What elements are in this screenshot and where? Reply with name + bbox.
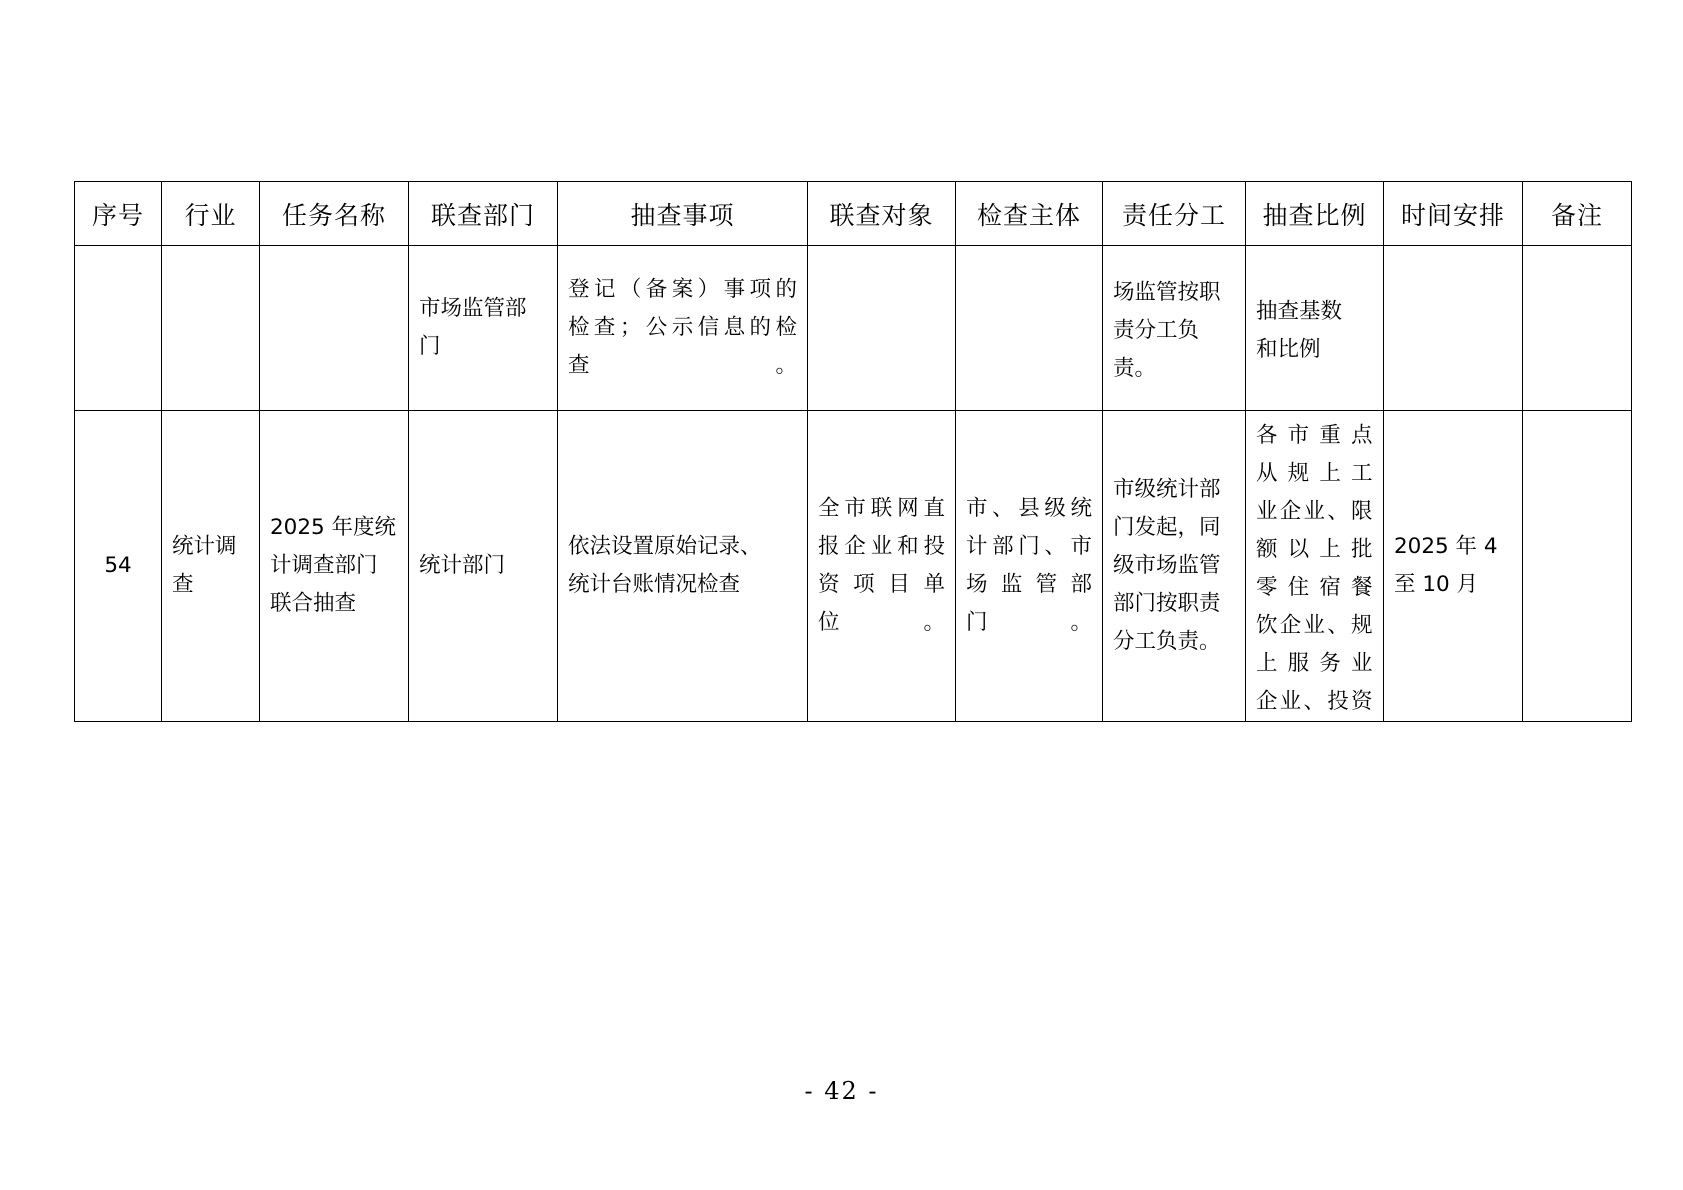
cell-task — [260, 246, 409, 411]
cell-text: 统计部门 — [419, 553, 506, 578]
cell-text: 依法设置原始记录、 统计台账情况检查 — [568, 534, 762, 597]
table-row — [75, 411, 1632, 722]
cell-task — [260, 411, 409, 722]
cell-text: 抽查基数 和比例 — [1256, 299, 1343, 362]
cell-duty — [1103, 411, 1246, 722]
cell-text: 登记（备案）事项的 检查；公示信息的检 查。 — [568, 277, 797, 378]
cell-dept — [409, 411, 558, 722]
cell-subject — [956, 411, 1103, 722]
cell-duty — [1103, 246, 1246, 411]
cell-text: 2025 年 4 至 10 月 — [1394, 534, 1498, 597]
cell-subject — [956, 246, 1103, 411]
header-remark: 备注 — [1523, 182, 1632, 246]
header-joint-targets: 联查对象 — [808, 182, 956, 246]
cell-text: 统计调 查 — [172, 534, 237, 597]
cell-industry — [162, 411, 260, 722]
header-seq: 序号 — [75, 182, 162, 246]
header-sampling-ratio: 抽查比例 — [1246, 182, 1384, 246]
header-inspection-subject: 检查主体 — [956, 182, 1103, 246]
cell-dept — [409, 246, 558, 411]
cell-schedule — [1384, 411, 1523, 722]
cell-text: 全市联网直 报企业和投 资项目单 位。 — [818, 496, 945, 635]
header-industry: 行业 — [162, 182, 260, 246]
page-number: - 42 - — [804, 1077, 879, 1105]
cell-text: 市级统计部 门发起，同 级市场监管 部门按职责 分工负责。 — [1113, 477, 1221, 654]
cell-text: 场监管按职 责分工负 责。 — [1113, 280, 1221, 381]
cell-targets — [808, 411, 956, 722]
cell-items — [558, 246, 808, 411]
cell-seq — [75, 246, 162, 411]
cell-items — [558, 411, 808, 722]
header-schedule: 时间安排 — [1384, 182, 1523, 246]
cell-text: 各市重点 从规上工 业企业、限 额以上批 零住宿餐 饮企业、规 上服务业 企业、投资 — [1256, 423, 1373, 714]
cell-ratio — [1246, 411, 1384, 722]
cell-text: 市、县级统 计部门、市 场监管部 门。 — [966, 496, 1092, 635]
cell-seq — [75, 411, 162, 722]
cell-remark — [1523, 411, 1632, 722]
cell-text: 54 — [104, 553, 132, 578]
cell-targets — [808, 246, 956, 411]
table-row — [75, 246, 1632, 411]
cell-schedule — [1384, 246, 1523, 411]
header-joint-dept: 联查部门 — [409, 182, 558, 246]
cell-text: 市场监管部 门 — [419, 296, 527, 359]
inspection-table — [74, 181, 1632, 722]
header-task-name: 任务名称 — [260, 182, 409, 246]
header-row — [75, 182, 1632, 246]
header-duty-division: 责任分工 — [1103, 182, 1246, 246]
cell-industry — [162, 246, 260, 411]
cell-ratio — [1246, 246, 1384, 411]
cell-remark — [1523, 246, 1632, 411]
cell-text: 2025 年度统 计调查部门 联合抽查 — [270, 515, 397, 616]
header-inspection-items: 抽查事项 — [558, 182, 808, 246]
